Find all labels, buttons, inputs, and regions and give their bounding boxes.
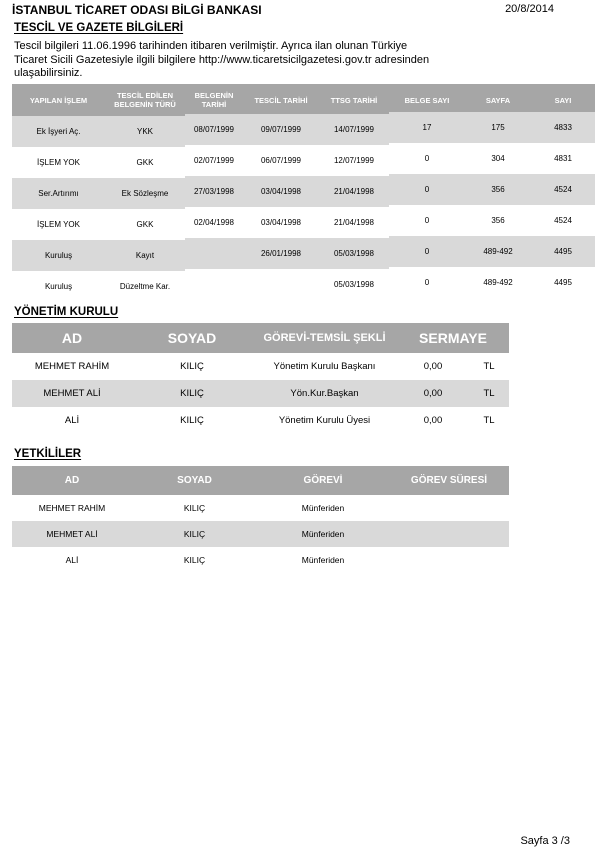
col-soyad: SOYAD [132,323,252,353]
cell-ttsg-tarihi: 12/07/1999 [319,145,389,176]
cell-sayi: 4524 [531,174,595,205]
cell-tescil-tarihi [243,269,319,300]
table-row [12,380,509,407]
cell-belge-tarihi: 02/04/1998 [185,207,243,238]
col-belge-turu: TESCİL EDİLEN BELGENİN TÜRÜ [105,84,185,116]
cell-islem: Ek İşyeri Aç. [12,116,105,147]
col-belge-sayi: BELGE SAYI [389,84,465,116]
col-sayi: SAYI [531,84,595,116]
cell-sayi: 4833 [531,112,595,143]
page-number: Sayfa 3 /3 [520,835,570,847]
intro-line: ulaşabilirsiniz. [14,67,83,79]
table-row [12,521,509,547]
cell-tescil-tarihi: 26/01/1998 [243,238,319,269]
cell-belge-tarihi: 27/03/1998 [185,176,243,207]
col-ad: AD [12,466,132,495]
col-sayfa: SAYFA [465,84,531,116]
cell-sayfa: 175 [465,112,531,143]
cell-gorevi: Münferiden [257,495,389,521]
cell-soyad: KILIÇ [132,353,252,380]
cell-sayi: 4495 [531,236,595,267]
cell-gorevi: Münferiden [257,547,389,573]
cell-ttsg-tarihi: 21/04/1998 [319,207,389,238]
cell-islem: Ser.Artırımı [12,178,105,209]
table-row [12,271,595,302]
table-header-row [12,466,509,495]
tescil-section-title: TESCİL VE GAZETE BİLGİLERİ [14,22,184,34]
cell-islem: Kuruluş [12,240,105,271]
cell-belge-turu: Ek Sözleşme [105,178,185,209]
cell-currency: TL [469,407,509,434]
cell-belge-turu: Kayıt [105,240,185,271]
cell-ad: MEHMET ALİ [12,521,132,547]
cell-ttsg-tarihi: 21/04/1998 [319,176,389,207]
cell-tescil-tarihi: 06/07/1999 [243,145,319,176]
cell-belge-turu: YKK [105,116,185,147]
cell-ad: MEHMET RAHİM [12,495,132,521]
cell-currency: TL [469,353,509,380]
cell-belge-sayi: 0 [389,174,465,205]
table-row [12,495,509,521]
cell-gorev-suresi [389,521,509,547]
cell-sayfa: 304 [465,143,531,174]
intro-line: Tescil bilgileri 11.06.1996 tarihinden itibaren verilmiştir. Ayrıca ilan olunan Türkiye [14,40,408,52]
document-title: İSTANBUL TİCARET ODASI BİLGİ BANKASI [12,3,262,17]
cell-currency: TL [469,380,509,407]
cell-belge-sayi: 0 [389,267,465,298]
col-ttsg-tarihi: TTSG TARİHİ [319,84,389,116]
cell-tescil-tarihi: 03/04/1998 [243,207,319,238]
cell-gorevi: Yönetim Kurulu Başkanı [252,353,397,380]
cell-gorevi: Yönetim Kurulu Üyesi [252,407,397,434]
yetkililer-section-title: YETKİLİLER [14,448,82,460]
cell-gorev-suresi [389,547,509,573]
cell-islem: İŞLEM YOK [12,147,105,178]
col-sermaye: SERMAYE [397,323,509,353]
cell-gorevi: Münferiden [257,521,389,547]
cell-soyad: KILIÇ [132,521,257,547]
cell-sayfa: 356 [465,205,531,236]
col-soyad: SOYAD [132,466,257,495]
cell-gorev-suresi [389,495,509,521]
cell-sermaye: 0,00 [397,353,469,380]
cell-belge-turu: GKK [105,209,185,240]
cell-sayi: 4495 [531,267,595,298]
cell-ad: ALİ [12,407,132,434]
cell-soyad: KILIÇ [132,547,257,573]
cell-islem: İŞLEM YOK [12,209,105,240]
yetkililer-table [12,466,509,573]
cell-ad: ALİ [12,547,132,573]
col-gorevi-temsil: GÖREVİ-TEMSİL ŞEKLİ [252,323,397,353]
cell-sermaye: 0,00 [397,407,469,434]
intro-line: Ticaret Sicili Gazetesiyle ilgili bilgilere http://www.ticaretsicilgazetesi.gov.tr adresinden [14,53,430,66]
cell-gorevi: Yön.Kur.Başkan [252,380,397,407]
table-header-row [12,323,509,353]
cell-soyad: KILIÇ [132,407,252,434]
cell-belge-sayi: 17 [389,112,465,143]
table-row [12,407,509,434]
cell-sayfa: 356 [465,174,531,205]
cell-belge-sayi: 0 [389,143,465,174]
cell-ttsg-tarihi: 14/07/1999 [319,114,389,145]
cell-belge-turu: Düzeltme Kar. [105,271,185,302]
cell-soyad: KILIÇ [132,495,257,521]
col-tescil-tarihi: TESCİL TARİHİ [243,84,319,116]
col-yapilan-islem: YAPILAN İŞLEM [12,84,105,116]
cell-belge-tarihi [185,269,243,300]
cell-ad: MEHMET RAHİM [12,353,132,380]
cell-sayi: 4831 [531,143,595,174]
cell-soyad: KILIÇ [132,380,252,407]
col-ad: AD [12,323,132,353]
table-row [12,547,509,573]
cell-belge-tarihi [185,238,243,269]
cell-sermaye: 0,00 [397,380,469,407]
cell-sayfa: 489-492 [465,267,531,298]
cell-belge-turu: GKK [105,147,185,178]
cell-belge-tarihi: 02/07/1999 [185,145,243,176]
cell-tescil-tarihi: 03/04/1998 [243,176,319,207]
cell-islem: Kuruluş [12,271,105,302]
yonetim-section-title: YÖNETİM KURULU [14,306,119,318]
cell-ad: MEHMET ALİ [12,380,132,407]
col-gorevi: GÖREVİ [257,466,389,495]
cell-belge-tarihi: 08/07/1999 [185,114,243,145]
cell-belge-sayi: 0 [389,205,465,236]
cell-sayfa: 489-492 [465,236,531,267]
cell-ttsg-tarihi: 05/03/1998 [319,269,389,300]
col-gorev-suresi: GÖREV SÜRESİ [389,466,509,495]
cell-sayi: 4524 [531,205,595,236]
document-date: 20/8/2014 [505,3,554,15]
table-row [12,353,509,380]
tescil-intro [14,40,434,81]
yonetim-table [12,323,509,434]
cell-ttsg-tarihi: 05/03/1998 [319,238,389,269]
tescil-table [12,84,595,302]
cell-belge-sayi: 0 [389,236,465,267]
col-belge-tarihi: BELGENİN TARİHİ [185,84,243,116]
cell-tescil-tarihi: 09/07/1999 [243,114,319,145]
